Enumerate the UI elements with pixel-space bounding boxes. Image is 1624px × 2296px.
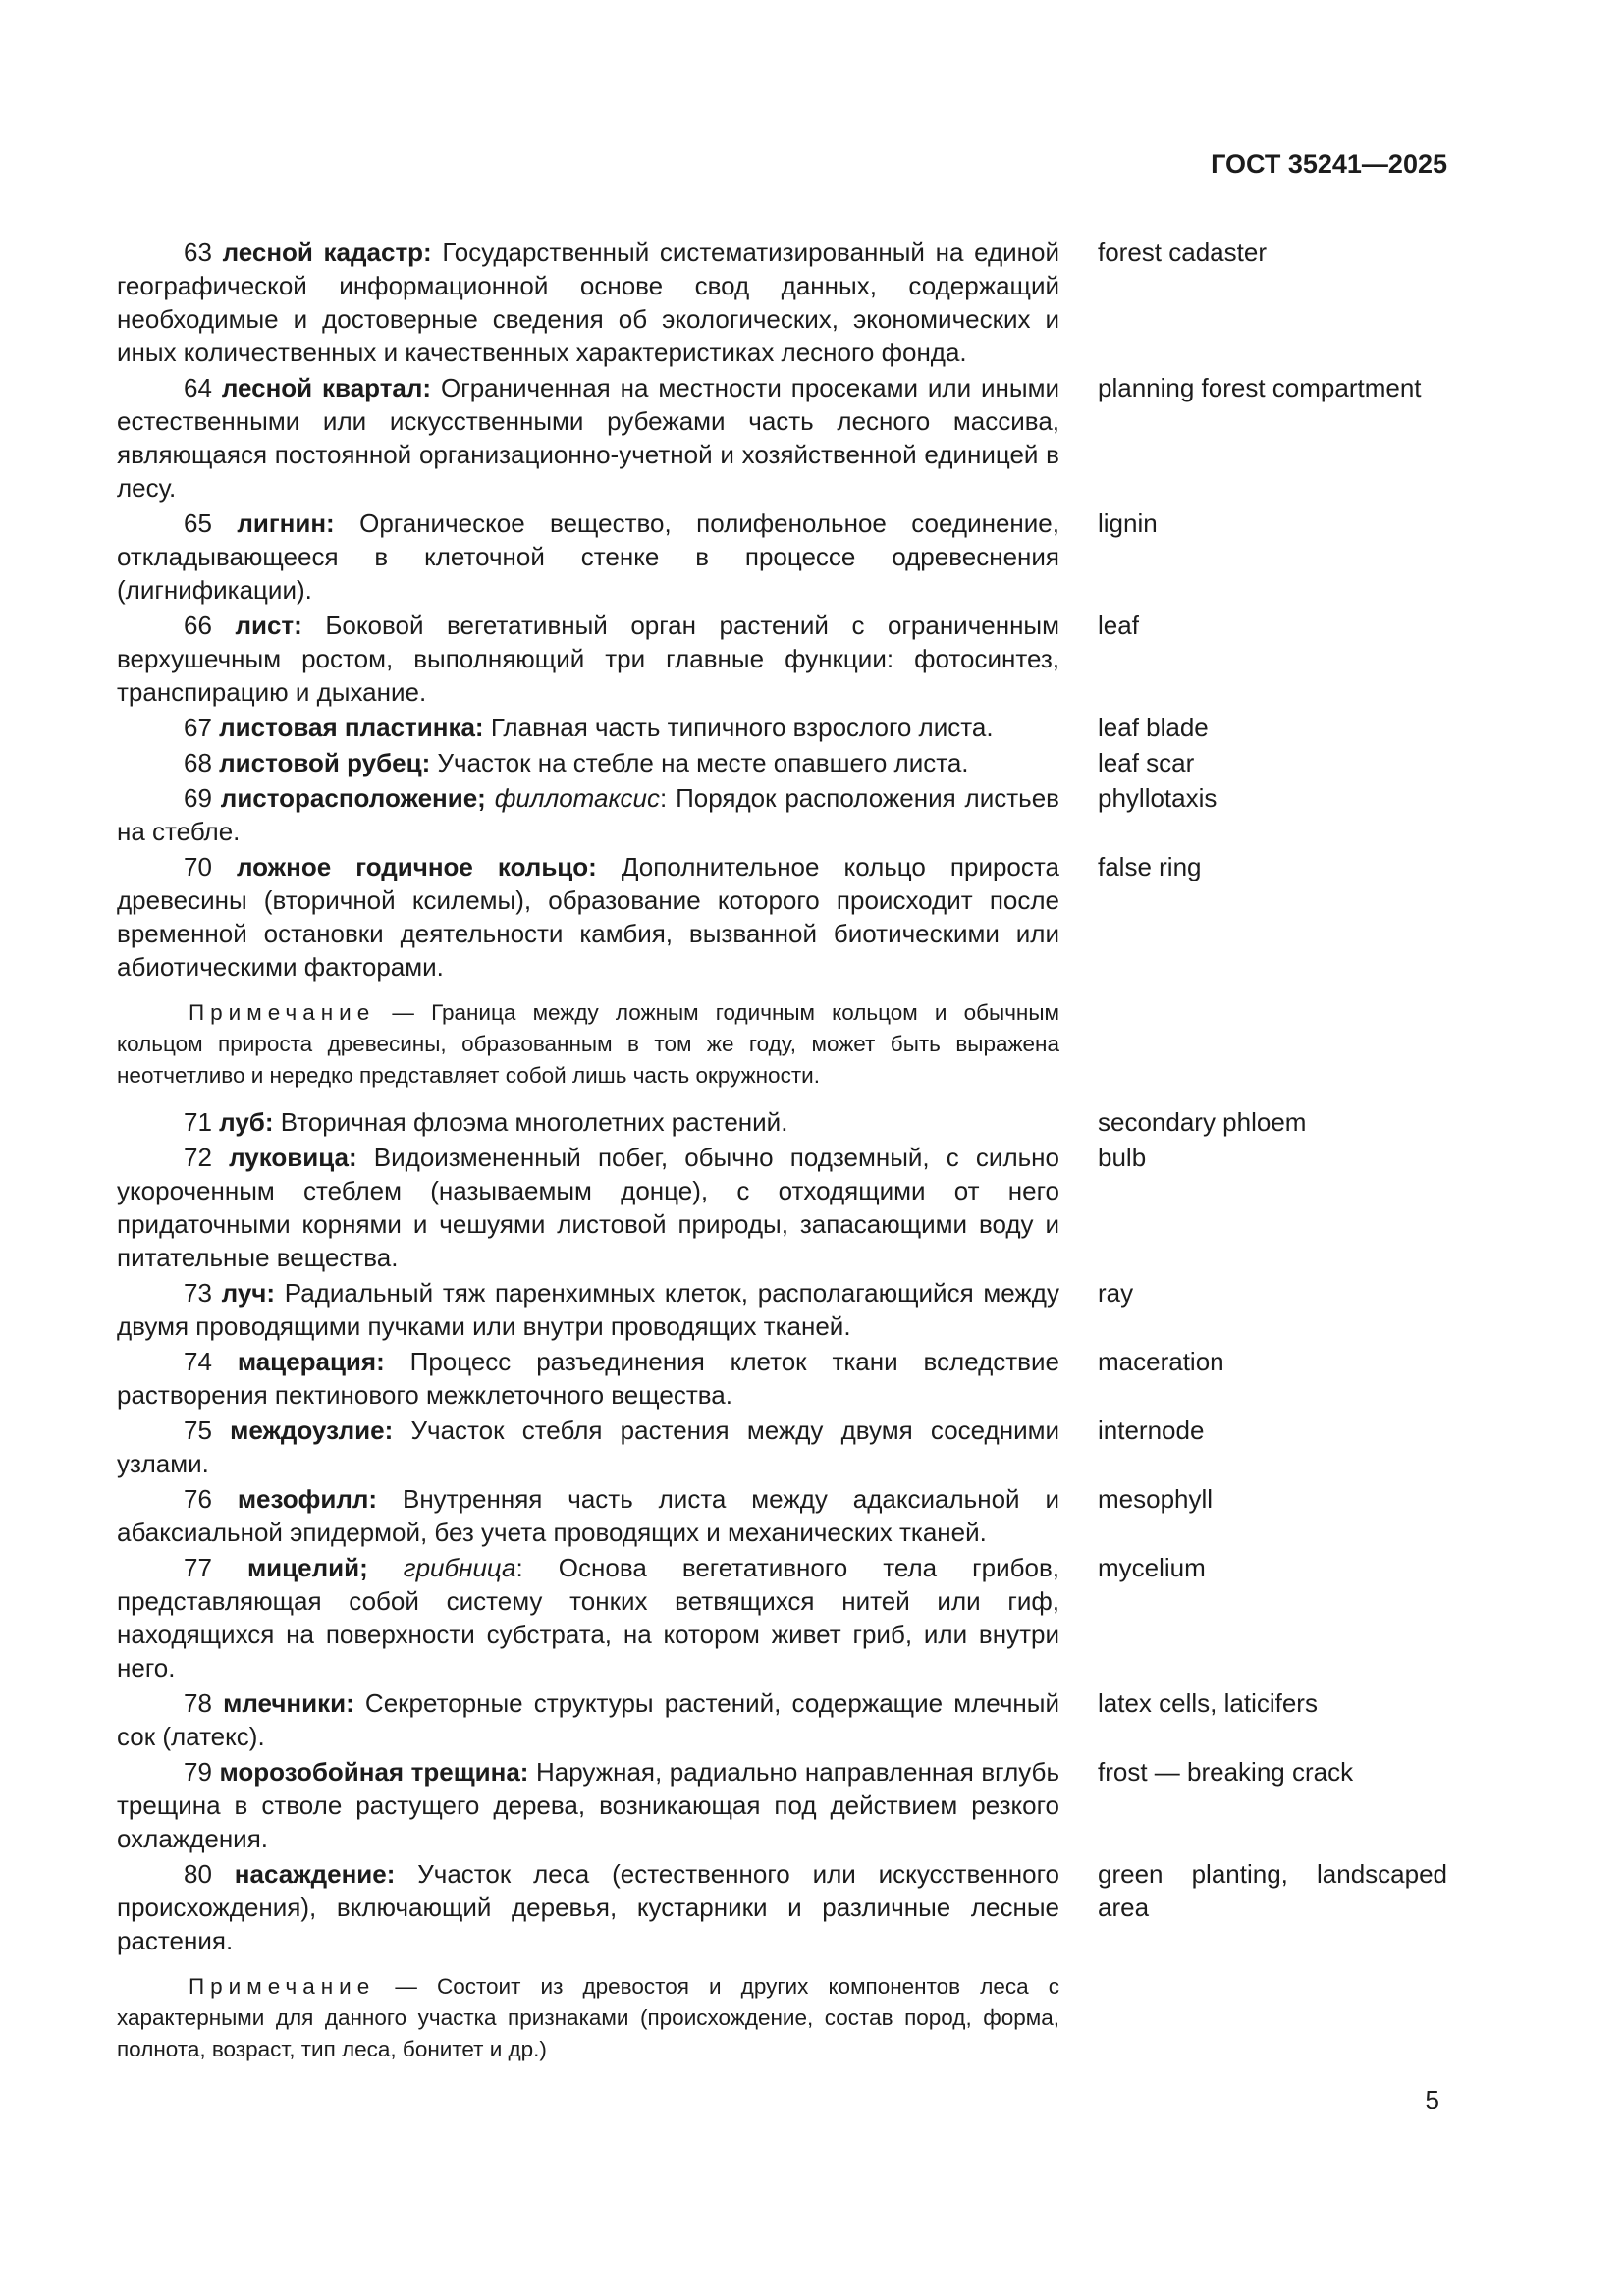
term-number: 74 — [184, 1347, 212, 1376]
term-text — [117, 371, 1059, 505]
term-name: листорасположение; — [220, 783, 486, 813]
term-entry-68 — [117, 746, 1447, 779]
term-definition: Основа вегетативного тела грибов, представляющая собой систему тонких ветвящихся нитей или гиф, находящихся на поверхности субстрата, на котором живет гриб, или внутри него. — [117, 1553, 1059, 1682]
note-text: — Состоит из древостоя и других компонентов леса с характерными для данного участка признаками (происхождение, состав пород, форма, полнота, возраст, тип леса, бонитет и др.) — [117, 1974, 1059, 2061]
term-english: phyllotaxis — [1098, 783, 1218, 813]
term-number: 68 — [184, 748, 212, 777]
term-text — [117, 1857, 1059, 1957]
term-definition: Радиальный тяж паренхимных клеток, располагающийся между двумя проводящими пучками или внутри проводящих тканей. — [117, 1278, 1059, 1341]
term-text — [117, 1141, 1059, 1274]
term-number: 75 — [184, 1415, 212, 1445]
term-number: 76 — [184, 1484, 212, 1514]
note-label: Примечание — [189, 1974, 376, 1999]
term-name: лесной квартал: — [221, 373, 432, 402]
term-definition: Процесс разъединения клеток ткани вследствие растворения пектинового межклеточного вещества. — [117, 1347, 1059, 1410]
term-english: leaf scar — [1098, 748, 1195, 777]
term-definition: Участок леса (естественного или искусственного происхождения), включающий деревья, кустарники и различные лесные растения. — [117, 1859, 1059, 1955]
term-number: 66 — [184, 611, 212, 640]
term-english: secondary phloem — [1098, 1107, 1307, 1137]
term-entry-77 — [117, 1551, 1447, 1684]
term-number: 63 — [184, 238, 212, 267]
term-number: 64 — [184, 373, 212, 402]
term-name: листовая пластинка: — [219, 713, 484, 742]
term-entry-63 — [117, 236, 1447, 369]
page-header: ГОСТ 35241—2025 — [1211, 149, 1447, 179]
term-text: 77 мицелий; грибница: Основа вегетативного тела грибов, представляющая собой систему тонких ветвящихся нитей или гиф, находящихся на поверхности субстрата, на котором живет гриб, или внутри него. — [117, 1553, 1059, 1682]
term-text — [117, 1414, 1059, 1480]
term-name: мицелий; — [246, 1553, 368, 1582]
term-text — [117, 1345, 1059, 1412]
term-text — [117, 1276, 1059, 1343]
term-text — [117, 1686, 1059, 1753]
term-number: 80 — [184, 1859, 212, 1889]
term-text — [117, 236, 1059, 369]
term-number: 77 — [184, 1553, 212, 1582]
term-entry-64 — [117, 371, 1447, 505]
term-text — [117, 609, 1059, 709]
term-definition: Порядок расположения листьев на стебле. — [117, 783, 1059, 846]
term-name: ложное годичное кольцо: — [236, 852, 597, 881]
term-english: internode — [1098, 1415, 1205, 1445]
term-text — [117, 1105, 1059, 1139]
term-definition: Вторичная флоэма многолетних растений. — [280, 1107, 788, 1137]
term-english: bulb — [1098, 1143, 1147, 1172]
page-number: 5 — [1425, 2085, 1439, 2114]
term-text — [117, 850, 1059, 984]
term-name: луч: — [221, 1278, 276, 1308]
term-definition: Участок на стебле на месте опавшего листа. — [437, 748, 969, 777]
term-entry-70 — [117, 850, 1447, 984]
term-english: mycelium — [1098, 1553, 1206, 1582]
term-number: 67 — [184, 713, 212, 742]
term-synonym: филлотаксис — [494, 783, 660, 813]
term-text — [117, 711, 1059, 744]
term-definition: Наружная, радиально направленная вглубь трещина в стволе растущего дерева, возникающая под действием резкого охлаждения. — [117, 1757, 1059, 1853]
term-entry-69 — [117, 781, 1447, 848]
term-definition: Государственный систематизированный на единой географической информационной основе свод данных, содержащий необходимые и достоверные сведения об экологических, экономических и иных количественных и качественных характеристиках лесного фонда. — [117, 238, 1059, 367]
term-english: planning forest compartment — [1098, 373, 1422, 402]
term-definition: Участок стебля растения между двумя соседними узлами. — [117, 1415, 1059, 1478]
term-english: ray — [1098, 1278, 1134, 1308]
term-english: forest cadaster — [1098, 238, 1267, 267]
term-number: 79 — [184, 1757, 212, 1787]
term-text — [117, 507, 1059, 607]
terms-list — [117, 236, 1447, 2079]
term-number: 78 — [184, 1688, 212, 1718]
note-text: — Граница между ложным годичным кольцом и обычным кольцом прироста древесины, образованным в том же году, может быть выражена неотчетливо и нередко представляет собой лишь часть окружности. — [117, 1000, 1059, 1088]
term-definition: Дополнительное кольцо прироста древесины (вторичной ксилемы), образование которого происходит после временной остановки деятельности камбия, вызванной биотическими или абиотическими факторами. — [117, 852, 1059, 982]
term-number: 70 — [184, 852, 212, 881]
term-entry-74 — [117, 1345, 1447, 1412]
term-entry-71 — [117, 1105, 1447, 1139]
term-number: 65 — [184, 508, 212, 538]
term-english: leaf — [1098, 611, 1139, 640]
term-text — [117, 1755, 1059, 1855]
term-text — [117, 1482, 1059, 1549]
term-english: leaf blade — [1098, 713, 1209, 742]
term-definition: Ограниченная на местности просеками или иными естественными или искусственными рубежами часть лесного массива, являющаяся постоянной организационно-учетной и хозяйственной единицей в лесу. — [117, 373, 1059, 503]
term-number: 73 — [184, 1278, 212, 1308]
term-english: latex cells, laticifers — [1098, 1688, 1318, 1718]
term-number: 72 — [184, 1143, 212, 1172]
term-definition: Главная часть типичного взрослого листа. — [490, 713, 994, 742]
term-text: 69 листорасположение; филлотаксис: Порядок расположения листьев на стебле. — [117, 783, 1059, 846]
term-english: lignin — [1098, 508, 1158, 538]
term-name: лигнин: — [237, 508, 335, 538]
term-name: междоузлие: — [230, 1415, 394, 1445]
term-entry-66 — [117, 609, 1447, 709]
term-name: насаждение: — [234, 1859, 396, 1889]
term-number: 69 — [184, 783, 212, 813]
term-entry-65 — [117, 507, 1447, 607]
term-name: лист: — [235, 611, 302, 640]
term-english: green planting, landscaped area — [1098, 1859, 1447, 1922]
term-entry-80 — [117, 1857, 1447, 1957]
term-entry-78 — [117, 1686, 1447, 1753]
term-english: mesophyll — [1098, 1484, 1214, 1514]
term-definition: Секреторные структуры растений, содержащие млечный сок (латекс). — [117, 1688, 1059, 1751]
term-name: листовой рубец: — [219, 748, 431, 777]
note-70 — [117, 997, 1059, 1092]
term-definition: Видоизмененный побег, обычно подземный, с сильно укороченным стеблем (называемым донце), с отходящими от него придаточными корнями и чешуями листовой природы, запасающими воду и питательные вещества. — [117, 1143, 1059, 1272]
term-number: 71 — [184, 1107, 212, 1137]
term-name: лесной кадастр: — [222, 238, 432, 267]
term-entry-75 — [117, 1414, 1447, 1480]
term-text — [117, 746, 1059, 779]
term-entry-79 — [117, 1755, 1447, 1855]
term-entry-72 — [117, 1141, 1447, 1274]
term-entry-73 — [117, 1276, 1447, 1343]
note-label: Примечание — [189, 1000, 376, 1025]
term-english: maceration — [1098, 1347, 1224, 1376]
term-name: морозобойная трещина: — [219, 1757, 529, 1787]
term-entry-76 — [117, 1482, 1447, 1549]
note-80 — [117, 1971, 1059, 2065]
term-entry-67 — [117, 711, 1447, 744]
term-english: frost — breaking crack — [1098, 1757, 1354, 1787]
term-name: мацерация: — [237, 1347, 385, 1376]
term-name: луковица: — [229, 1143, 357, 1172]
term-name: млечники: — [223, 1688, 354, 1718]
term-definition: Внутренняя часть листа между адаксиальной и абаксиальной эпидермой, без учета проводящих и механических тканей. — [117, 1484, 1059, 1547]
term-definition: Органическое вещество, полифенольное соединение, откладывающееся в клеточной стенке в процессе одревеснения (лигнификации). — [117, 508, 1059, 605]
term-synonym: грибница — [403, 1553, 516, 1582]
term-english: false ring — [1098, 852, 1202, 881]
term-name: мезофилл: — [237, 1484, 378, 1514]
term-name: луб: — [219, 1107, 274, 1137]
term-definition: Боковой вегетативный орган растений с ограниченным верхушечным ростом, выполняющий три главные функции: фотосинтез, транспирацию и дыхание. — [117, 611, 1059, 707]
